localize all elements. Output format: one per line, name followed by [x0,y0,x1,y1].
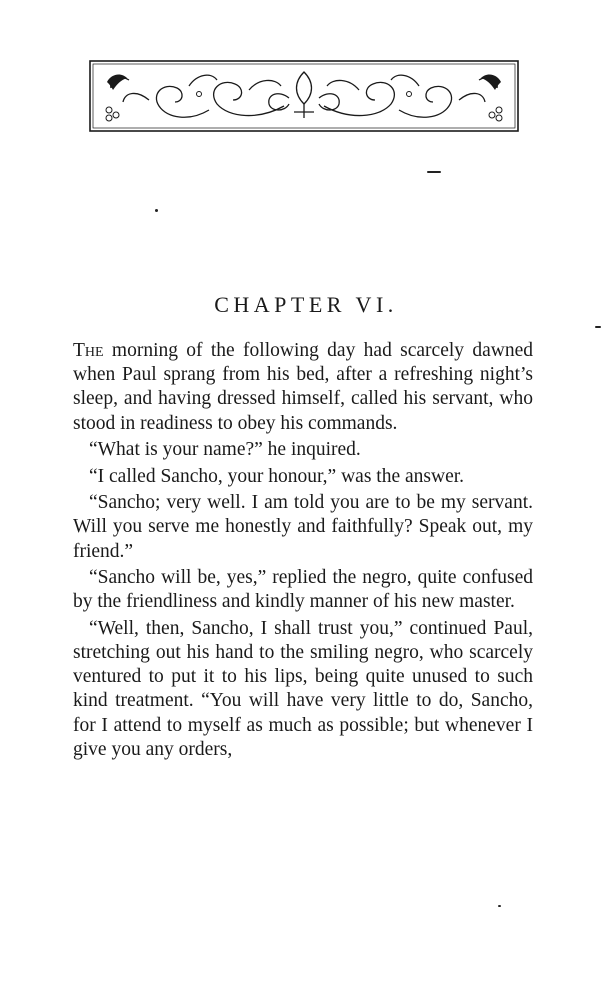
paragraph-3: “I called Sancho, your honour,” was the answer. [89,465,465,487]
opening-word: The [73,340,104,361]
scan-speck [427,171,441,173]
paragraph-1 [73,339,533,436]
scan-speck [595,326,601,328]
chapter-title: CHAPTER VI. [214,292,398,317]
paragraph-5: “Sancho will be, yes,” replied the negro, quite confused by the friendliness and kindly manner of his new master. [73,567,533,613]
paragraph-1-text: morning of the following day had scarcely dawned when Paul sprang from his bed, after a refreshing night’s sleep, and having dressed himself, called his servant, who stood in readiness to obey his commands. [73,340,533,434]
decorative-headpiece [89,60,519,132]
chapter-body [73,339,533,762]
paragraph-6: “Well, then, Sancho, I shall trust you,” continued Paul, stretching out his hand to the smiling negro, who scarcely ventured to put it to his lips, being quite unused to such kind treatment. “You will have very little to do, Sancho, for I attend to myself as much as possible; but whenever I give you any orders, [73,617,533,760]
scan-speck [498,905,501,907]
scan-speck [155,209,158,212]
paragraph-4: “Sancho; very well. I am told you are to be my servant. Will you serve me honestly and faithfully? Speak out, my friend.” [73,492,533,562]
paragraph-2: “What is your name?” he inquired. [89,439,361,461]
